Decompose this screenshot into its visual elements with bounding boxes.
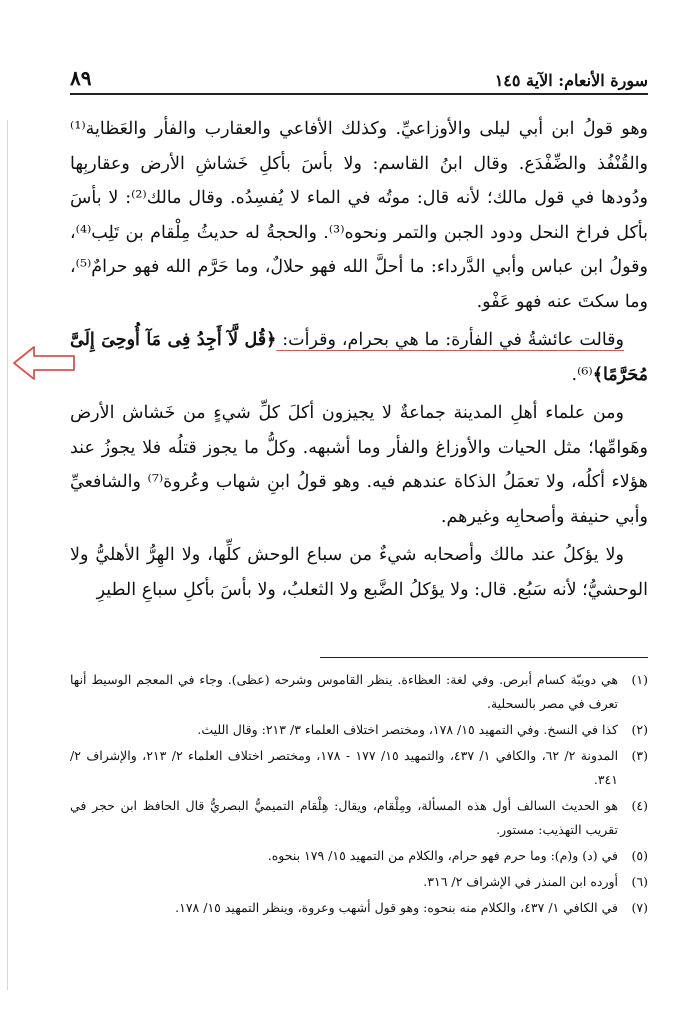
footnote-rule — [320, 657, 648, 658]
footnote-number: (٥) — [631, 848, 648, 863]
paragraph-4: ولا يؤكلُ عند مالك وأصحابه شيءٌ من سباع الوحش كلِّها، ولا الهِرُّ الأهليُّ ولا الوحشيُّ؛ لأنه سَبُع. قال: ولا يؤكلُ الضَّبع ولا الثعلبُ، ولا بأسَ بأكلِ سباعِ الطيرِ — [70, 545, 648, 600]
paragraph-1: وهو قولُ ابن أبي ليلى والأوزاعيِّ. وكذلك الأفاعي والعقارب والفأر والعَظاية⁽¹⁾ والقُنْفُذ والضِّفْدَع. وقال ابنُ القاسم: ولا بأسَ بأكلِ خَشاشِ الأرض وعقاربِها ودُودها في قول مالك؛ لأنه قال: موتُه في الماء لا يُفسِدُه. وقال مالك⁽²⁾: لا بأسَ بأكل فراخ النحل ودود الجبن والتمر ونحوه⁽³⁾. والحجةُ له حديثُ مِلْقام بن تَلِب⁽⁴⁾، وقولُ ابن عباس وأبي الدَّرداء: ما أحلَّ الله فهو حلالٌ، وما حَرَّم الله فهو حرامٌ⁽⁵⁾، وما سكتَ عنه فهو عَفْو. — [70, 119, 648, 312]
footnote-5 — [70, 844, 648, 868]
footnote-text: كذا في النسخ. وفي التمهيد ١٥/ ١٧٨، ومختصر اختلاف العلماء ٣/ ٢١٣: وقال الليث. — [197, 722, 618, 737]
header-rule — [70, 93, 648, 95]
footnote-number: (٦) — [631, 874, 648, 889]
header-title: سورة الأنعام: الآية ١٤٥ — [494, 71, 648, 90]
footnote-text: أورده ابن المنذر في الإشراف ٢/ ٣١٦. — [423, 874, 618, 889]
footnote-number: (٢) — [631, 722, 648, 737]
footnote-3 — [70, 744, 648, 792]
footnote-number: (٤) — [631, 798, 648, 813]
footnote-text: في الكافي ١/ ٤٣٧، والكلام منه بنحوه: وهو قول أشهب وعروة، وينظر التمهيد ١٥/ ١٧٨. — [175, 900, 618, 915]
footnote-text: هو الحديث السالف أول هذه المسألة، ومِلْقام، ويقال: هِلْقام التميميُّ البصريُّ قال الحافظ ابن حجر في تقريب التهذيب: مستور. — [70, 798, 618, 837]
main-text — [70, 112, 648, 611]
paragraph-3: ومن علماء أهلِ المدينة جماعةٌ لا يجيزون أكلَ كلِّ شيءٍ من خَشاش الأرض وهَوامِّها؛ مثل الحيات والأوزاغ والفأر وما أشبهه. وكلُّ ما يجوز قتلُه فلا يجوزُ عند هؤلاء أكلُه، ولا تعمَلُ الذكاة عندهم فيه. وهو قولُ ابنِ شهاب وعُروة⁽⁷⁾ والشافعيِّ وأبي حنيفة وأصحابِه وغيرهم. — [70, 403, 649, 527]
page-edge-line — [7, 120, 8, 990]
footnote-number: (٧) — [631, 900, 648, 915]
footnote-1 — [70, 668, 648, 716]
footnotes — [70, 668, 648, 922]
quran-verse: ﴿قُل لَّآ أَجِدُ فِى مَآ أُوحِىَ إِلَىَّ مُحَرَّمًا﴾ — [70, 330, 648, 385]
aisha-quote: وقالت عائشةُ في الفأرة: ما هي بحرام، وقرأت: — [276, 330, 624, 350]
paragraph-aisha — [70, 323, 648, 392]
footnote-text: في (د) و(م): وما حرم فهو حرام، والكلام من التمهيد ١٥/ ١٧٩ بنحوه. — [267, 848, 618, 863]
footnote-number: (٣) — [631, 748, 648, 763]
page-header — [70, 62, 648, 90]
footnote-text: هي دويبّة كسام أبرص. وفي لغة: العظاءة. ينظر القاموس وشرحه (عظى). وجاء في المعجم الوسيط أنها تعرف في مصر بالسحلية. — [70, 672, 618, 711]
footnote-4 — [70, 794, 648, 842]
footnote-ref-6: ⁽⁶⁾. — [571, 364, 593, 385]
footnote-6 — [70, 870, 648, 894]
footnote-number: (١) — [631, 672, 648, 687]
footnote-text: المدونة ٢/ ٦٢، والكافي ١/ ٤٣٧، والتمهيد ١٥/ ١٧٧ - ١٧٨، ومختصر اختلاف العلماء ٢/ ٢١٣، والإشراف ٢/ ٣٤١. — [70, 748, 619, 787]
footnote-2 — [70, 718, 648, 742]
left-arrow-icon — [12, 345, 76, 381]
page-number: ٨٩ — [70, 66, 92, 90]
footnote-7 — [70, 896, 648, 920]
